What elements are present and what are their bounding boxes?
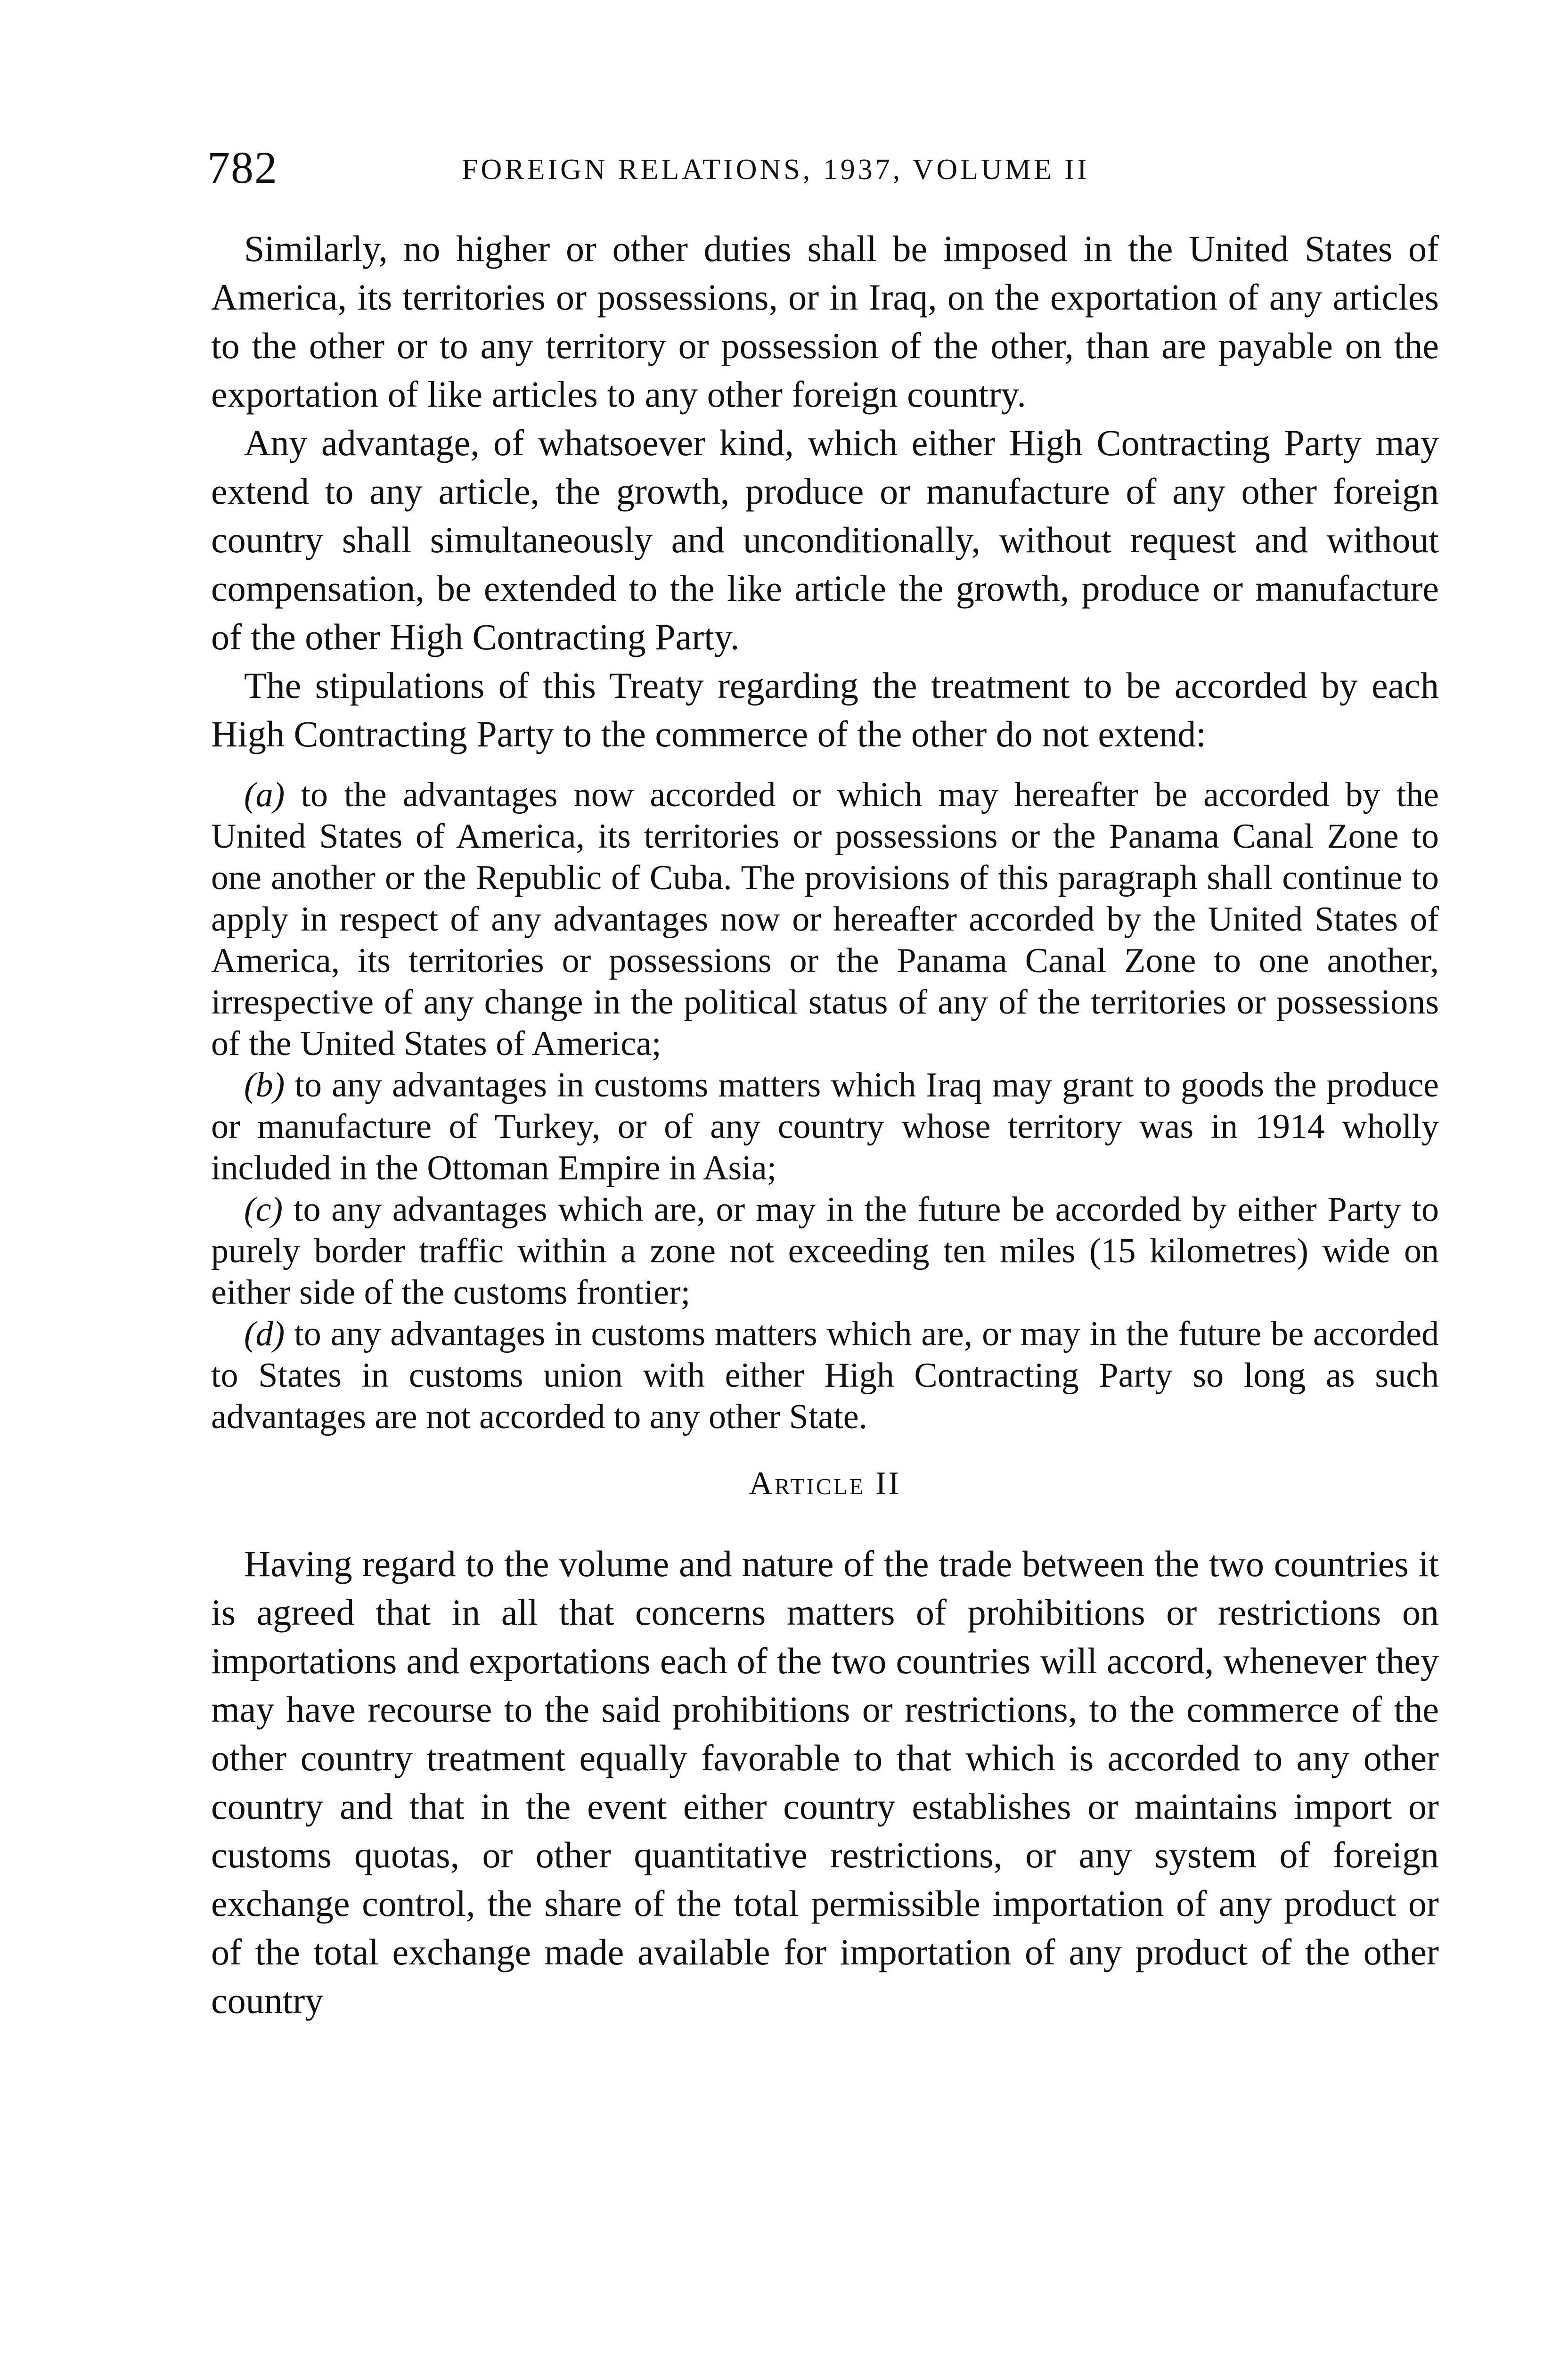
clause-c-text: to any advantages which are, or may in the future be accorded by either Party to purely border traffic within a zone not exceeding ten miles (15 kilometres) wide on either side of the customs frontier; (211, 1190, 1439, 1312)
paragraph-advantages: Any advantage, of whatsoever kind, which either High Contracting Party may extend to any article, the growth, produce or manufacture of any other foreign country shall simultaneously and unconditionally, without request and without compensation, be extended to the like article the growth, produce or manufacture of the other High Contracting Party. (211, 422, 1439, 657)
paragraph-stipulations: The stipulations of this Treaty regarding the treatment to be accorded by each High Contracting Party to the commerce of the other do not extend: (211, 665, 1439, 754)
page-number: 782 (207, 142, 278, 193)
article-heading: Article II (749, 1465, 901, 1502)
clause-b (211, 1064, 1439, 1189)
clause-d (211, 1313, 1439, 1438)
body-text (211, 224, 1439, 2025)
clause-a (211, 774, 1439, 1064)
paragraph-article-ii: Having regard to the volume and nature of the trade between the two countries it is agreed that in all that concerns matters of prohibitions or restrictions on importations and exportations each of the two countries will accord, whenever they may have recourse to the said prohibitions or restrictions, to the commerce of the other country treatment equally favorable to that which is accorded to any other country and that in the event either country establishes or maintains import or customs quotas, or other quantitative restrictions, or any system of foreign exchange control, the share of the total permissible importation of any product or of the total exchange made available for importation of any product of the other country (211, 1543, 1439, 2021)
clause-b-letter: (b) (244, 1066, 285, 1104)
clause-d-text: to any advantages in customs matters which are, or may in the future be accorded to States in customs union with either High Contracting Party so long as such advantages are not accorded to any other State. (211, 1315, 1439, 1436)
clause-c-letter: (c) (244, 1190, 283, 1229)
clause-a-letter: (a) (244, 776, 285, 814)
paragraph-export-duties: Similarly, no higher or other duties shall be imposed in the United States of America, its territories or possessions, or in Iraq, on the exportation of any articles to the other or to any territory or possession of the other, than are payable on the exportation of like articles to any other foreign country. (211, 228, 1439, 415)
clause-b-text: to any advantages in customs matters which Iraq may grant to goods the produce or manufacture of Turkey, or of any country whose territory was in 1914 wholly included in the Ottoman Empire in Asia; (211, 1066, 1439, 1187)
clause-d-letter: (d) (244, 1315, 285, 1353)
clause-a-text: to the advantages now accorded or which may hereafter be accorded by the United States of America, its territories or possessions or the Panama Canal Zone to one another or the Republic of Cuba. The provisions of this paragraph shall continue to apply in respect of any advantages now or hereafter accorded by the United States of America, its territories or possessions or the Panama Canal Zone to one another, irrespective of any change in the political status of any of the territories or possessions of the United States of America; (211, 776, 1439, 1063)
running-title: FOREIGN RELATIONS, 1937, VOLUME II (462, 154, 1090, 186)
clause-c (211, 1189, 1439, 1313)
running-head (207, 139, 1461, 196)
